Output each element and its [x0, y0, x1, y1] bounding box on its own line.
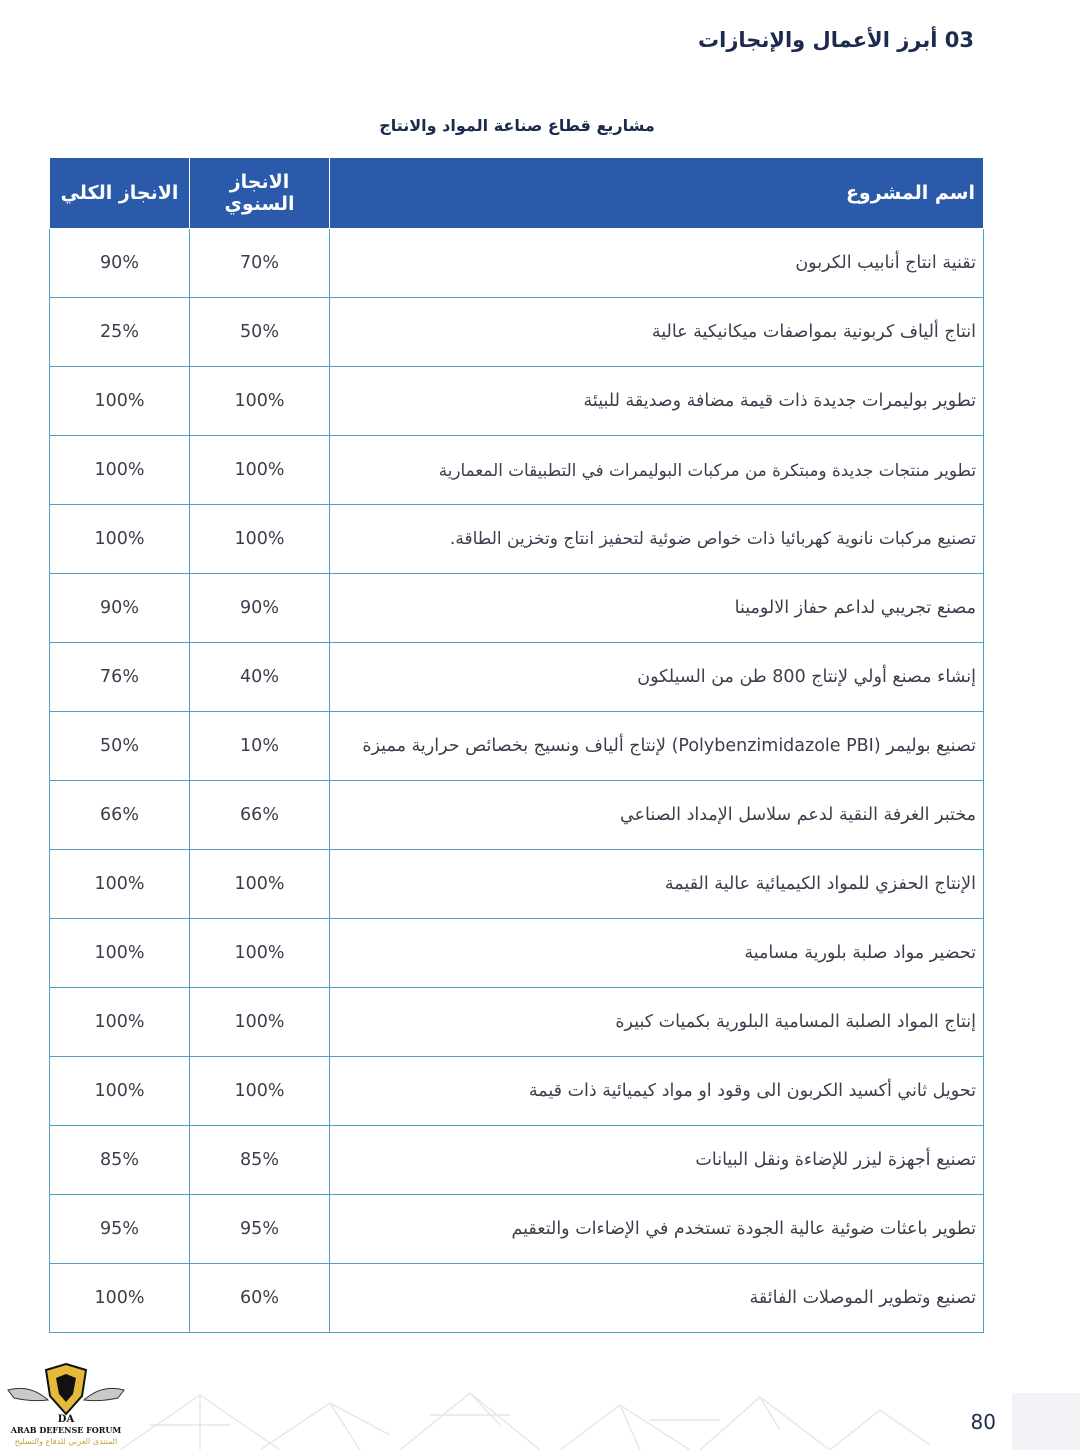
table-row: [50, 1195, 984, 1264]
page-number: 80: [970, 1410, 996, 1434]
annual-achievement-cell: 100%: [190, 850, 330, 919]
arab-defense-forum-logo: [6, 1356, 126, 1448]
projects-table: [49, 157, 984, 1333]
total-achievement-cell: 90%: [50, 229, 190, 298]
total-achievement-cell: 50%: [50, 712, 190, 781]
project-name-cell: تصنيع مركبات نانوية كهربائيا ذات خواص ضوئية لتحفيز انتاج وتخزين الطاقة.: [330, 505, 984, 574]
annual-achievement-cell: 95%: [190, 1195, 330, 1264]
table-header-row: [50, 158, 984, 229]
project-name-cell: انتاج ألياف كربونية بمواصفات ميكانيكية عالية: [330, 298, 984, 367]
table-row: [50, 505, 984, 574]
annual-achievement-cell: 100%: [190, 505, 330, 574]
project-name-cell: تقنية انتاج أنابيب الكربون: [330, 229, 984, 298]
project-name-cell: تطوير باعثات ضوئية عالية الجودة تستخدم في الإضاءات والتعقيم: [330, 1195, 984, 1264]
annual-achievement-cell: 50%: [190, 298, 330, 367]
table-row: [50, 1264, 984, 1333]
table-row: [50, 643, 984, 712]
table-row: [50, 298, 984, 367]
total-achievement-cell: 25%: [50, 298, 190, 367]
project-name-cell: مختبر الغرفة النقية لدعم سلاسل الإمداد الصناعي: [330, 781, 984, 850]
project-name-cell: مصنع تجريبي لداعم حفاز الالومينا: [330, 574, 984, 643]
total-achievement-cell: 100%: [50, 367, 190, 436]
project-name-cell: الإنتاج الحفزي للمواد الكيميائية عالية القيمة: [330, 850, 984, 919]
total-achievement-cell: 100%: [50, 505, 190, 574]
table-row: [50, 1126, 984, 1195]
total-achievement-cell: 100%: [50, 1057, 190, 1126]
annual-achievement-cell: 70%: [190, 229, 330, 298]
table-row: [50, 781, 984, 850]
table-row: [50, 712, 984, 781]
header-project-name: اسم المشروع: [330, 158, 984, 229]
annual-achievement-cell: 100%: [190, 367, 330, 436]
annual-achievement-cell: 100%: [190, 988, 330, 1057]
table-row: [50, 574, 984, 643]
logo-mark-text: DA: [57, 1414, 75, 1425]
table-row: [50, 229, 984, 298]
project-name-cell: تصنيع بوليمر (Polybenzimidazole PBI) لإنتاج ألياف ونسيج بخصائص حرارية مميزة: [330, 712, 984, 781]
annual-achievement-cell: 100%: [190, 1057, 330, 1126]
table-row: [50, 1057, 984, 1126]
project-name-cell: تحويل ثاني أكسيد الكربون الى وقود او مواد كيميائية ذات قيمة: [330, 1057, 984, 1126]
annual-achievement-cell: 40%: [190, 643, 330, 712]
total-achievement-cell: 90%: [50, 574, 190, 643]
table-caption: مشاريع قطاع صناعة المواد والانتاج: [379, 116, 655, 135]
total-achievement-cell: 76%: [50, 643, 190, 712]
section-title: 03 أبرز الأعمال والإنجازات: [698, 28, 974, 52]
project-name-cell: إنشاء مصنع أولي لإنتاج 800 طن من السيلكون: [330, 643, 984, 712]
annual-achievement-cell: 85%: [190, 1126, 330, 1195]
footer-line-pattern: [0, 1385, 1000, 1450]
annual-achievement-cell: 66%: [190, 781, 330, 850]
annual-achievement-cell: 90%: [190, 574, 330, 643]
annual-achievement-cell: 60%: [190, 1264, 330, 1333]
logo-forum-name-en: ARAB DEFENSE FORUM: [10, 1425, 122, 1435]
table-row: [50, 850, 984, 919]
table-row: [50, 919, 984, 988]
total-achievement-cell: 95%: [50, 1195, 190, 1264]
table-row: [50, 988, 984, 1057]
total-achievement-cell: 100%: [50, 850, 190, 919]
project-name-cell: تصنيع أجهزة ليزر للإضاءة ونقل البيانات: [330, 1126, 984, 1195]
total-achievement-cell: 66%: [50, 781, 190, 850]
project-name-cell: إنتاج المواد الصلبة المسامية البلورية بكميات كبيرة: [330, 988, 984, 1057]
project-name-cell: تصنيع وتطوير الموصلات الفائقة: [330, 1264, 984, 1333]
logo-forum-name-ar: المنتدى العربي للدفاع والتسليح: [14, 1437, 118, 1446]
annual-achievement-cell: 10%: [190, 712, 330, 781]
annual-achievement-cell: 100%: [190, 436, 330, 505]
total-achievement-cell: 100%: [50, 1264, 190, 1333]
total-achievement-cell: 100%: [50, 919, 190, 988]
annual-achievement-cell: 100%: [190, 919, 330, 988]
total-achievement-cell: 85%: [50, 1126, 190, 1195]
page-corner-block: [1012, 1393, 1080, 1450]
table-row: [50, 367, 984, 436]
total-achievement-cell: 100%: [50, 436, 190, 505]
header-total-achievement: الانجاز الكلي: [50, 158, 190, 229]
project-name-cell: تحضير مواد صلبة بلورية مسامية: [330, 919, 984, 988]
project-name-cell: تطوير بوليمرات جديدة ذات قيمة مضافة وصديقة للبيئة: [330, 367, 984, 436]
total-achievement-cell: 100%: [50, 988, 190, 1057]
header-annual-achievement: الانجاز السنوي: [190, 158, 330, 229]
project-name-cell: تطوير منتجات جديدة ومبتكرة من مركبات البوليمرات في التطبيقات المعمارية: [330, 436, 984, 505]
table-row: [50, 436, 984, 505]
